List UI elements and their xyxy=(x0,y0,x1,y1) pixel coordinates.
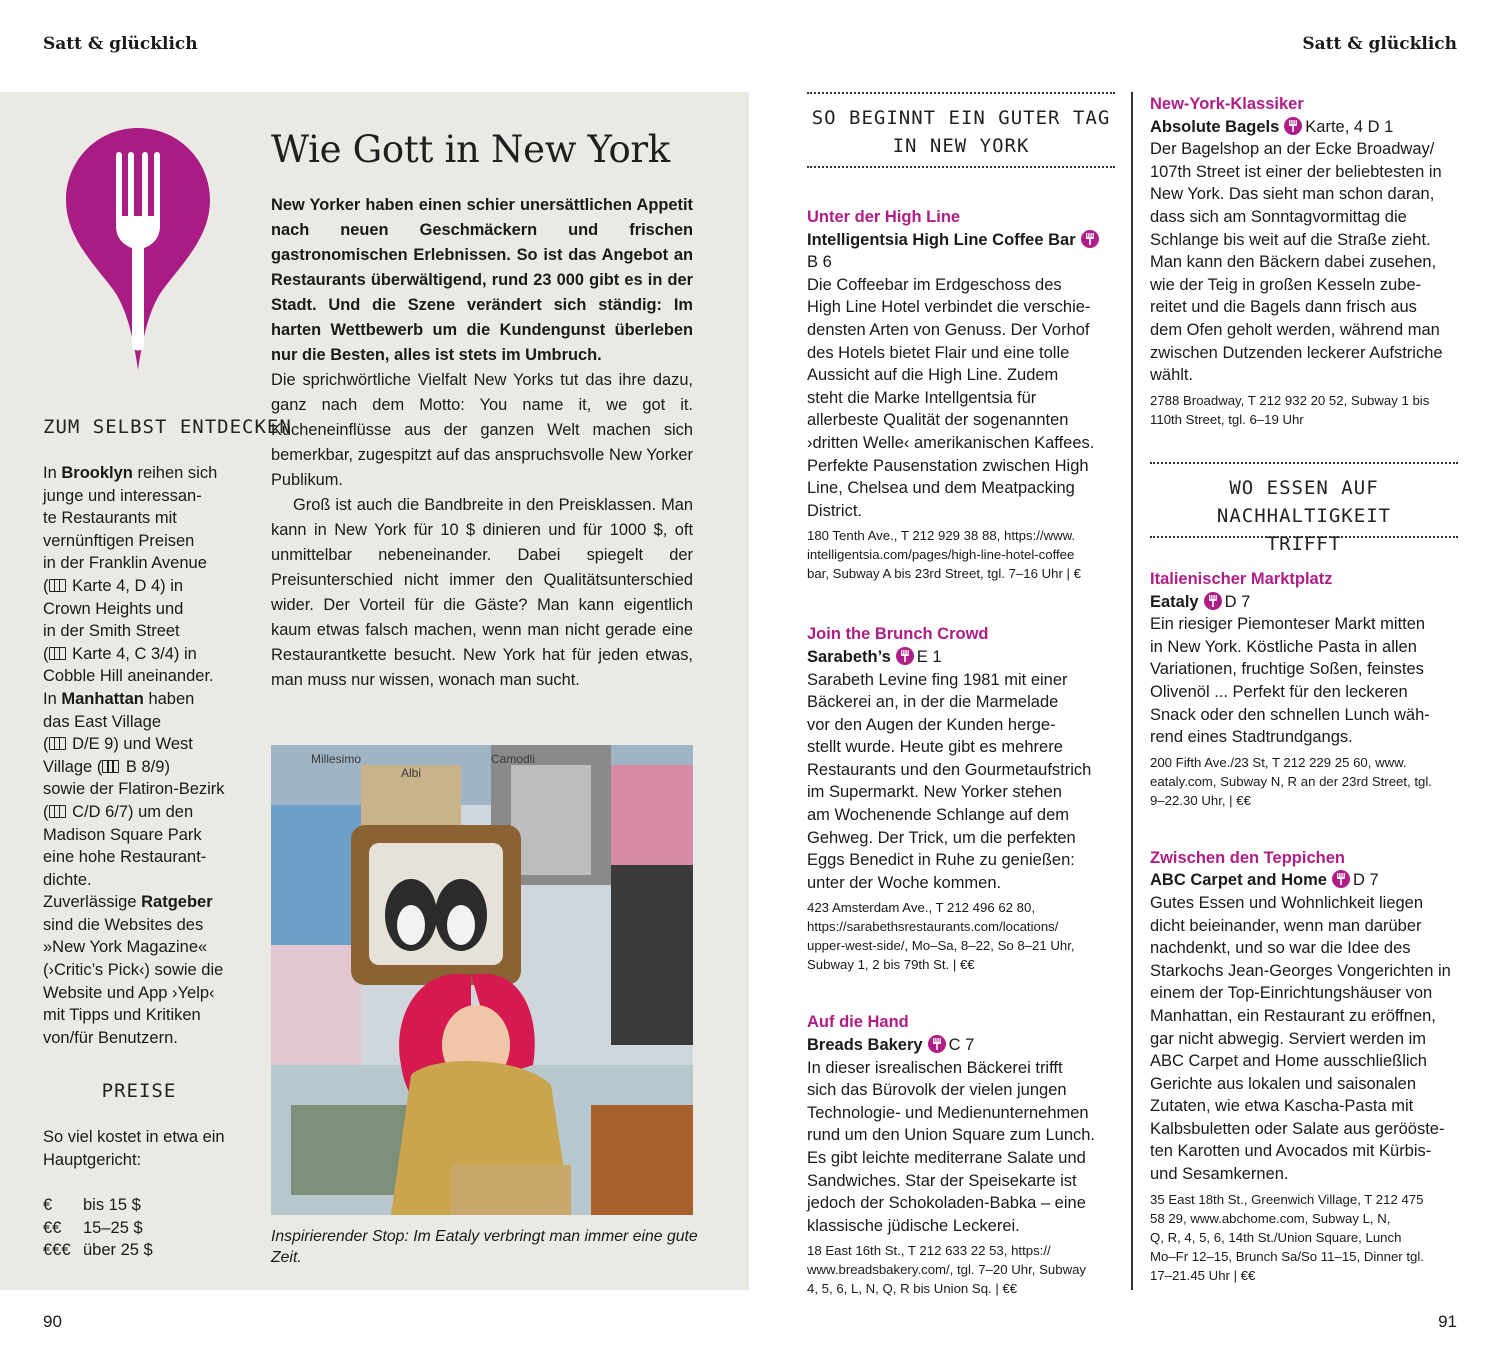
fork-pin-icon xyxy=(66,128,210,375)
entry-text-line: Manhattan, ein Restaurant zu eröffnen, xyxy=(1150,1006,1436,1025)
entry-info-line: Subway 1, 2 bis 79th St. | €€ xyxy=(807,957,975,973)
restaurant-fork-icon xyxy=(1204,592,1222,610)
price-range: über 25 $ xyxy=(83,1241,153,1260)
discover-text-run: C/D 6/7) um den xyxy=(67,802,194,821)
discover-text-run: »New York Magazine« xyxy=(43,938,208,957)
restaurant-name: Absolute Bagels xyxy=(1150,117,1280,136)
divider xyxy=(1150,462,1458,464)
entry-text-line: dicht beieinander, wenn man darüber xyxy=(1150,916,1422,935)
discover-line xyxy=(43,575,243,598)
discover-text-run: Ratgeber xyxy=(141,893,213,912)
discover-text-run: ( xyxy=(43,802,49,821)
prices-intro-line: Hauptgericht: xyxy=(43,1150,142,1169)
entry-text-line: stellt wurde. Heute gibt es mehrere xyxy=(807,738,1063,757)
price-row xyxy=(43,1194,243,1217)
box-heading-line: WO ESSEN AUF NACHHALTIGKEIT xyxy=(1216,477,1392,527)
entry-info-line: 18 East 16th St., T 212 633 22 53, https:// xyxy=(807,1243,1051,1259)
entry-info-line: intelligentsia.com/pages/high-line-hotel-coffee xyxy=(807,547,1075,563)
discover-text-run: Website und App ›Yelp‹ xyxy=(43,983,215,1002)
discover-line xyxy=(43,552,243,575)
discover-line xyxy=(43,665,243,688)
discover-line xyxy=(43,756,243,779)
page-number-left: 90 xyxy=(43,1312,62,1331)
entry-heading: Zwischen den Teppichen xyxy=(1150,848,1345,867)
discover-line xyxy=(43,462,243,485)
entry-text-line: Variationen, fruchtige Soßen, feinstes xyxy=(1150,660,1424,679)
entry-info-line: 35 East 18th St., Greenwich Village, T 212 475 xyxy=(1150,1191,1424,1207)
discover-text-run: Karte 4, D 4) in xyxy=(67,576,184,595)
entry-info xyxy=(807,1241,1127,1298)
article-body xyxy=(271,368,693,693)
price-table xyxy=(43,1194,243,1262)
discover-text-run: B 8/9) xyxy=(121,757,170,776)
discover-line xyxy=(43,914,243,937)
map-icon xyxy=(49,647,66,660)
entry-info-line: 110th Street, tgl. 6–19 Uhr xyxy=(1150,411,1304,427)
map-reference: Karte, 4 D 1 xyxy=(1305,117,1394,136)
entry-text-line: Olivenöl ... Perfekt für den leckeren xyxy=(1150,682,1408,701)
entry-heading: Auf die Hand xyxy=(807,1013,909,1032)
entry-info xyxy=(1150,753,1470,810)
divider xyxy=(807,92,1115,94)
discover-text-run: sind die Websites des xyxy=(43,915,204,934)
entry-info-line: 17–21.45 Uhr | €€ xyxy=(1150,1267,1256,1283)
entry-info-line: eataly.com, Subway N, R an der 23rd Street, tgl. xyxy=(1150,773,1432,789)
entry-text-line: steht die Marke Intellgentsia für xyxy=(807,388,1037,407)
discover-heading: ZUM SELBST ENTDECKEN xyxy=(43,416,292,438)
restaurant-entry xyxy=(1150,847,1470,1285)
entry-text-line: Kalbsbuletten oder Salate aus gerööste- xyxy=(1150,1119,1445,1138)
divider xyxy=(807,166,1115,168)
entry-text-line: Aussicht auf die High Line. Zudem xyxy=(807,366,1059,385)
discover-text-run: mit Tipps und Kritiken xyxy=(43,1006,201,1025)
box-heading xyxy=(807,104,1115,160)
entry-info-line: 9–22.30 Uhr, | €€ xyxy=(1150,792,1251,808)
discover-line xyxy=(43,485,243,508)
entry-text-line: ten Karotten und Avocados mit Kürbis- xyxy=(1150,1142,1432,1161)
discover-text xyxy=(43,462,243,1049)
discover-line xyxy=(43,801,243,824)
entry-info-line: bar, Subway A bis 23rd Street, tgl. 7–16 Uhr | € xyxy=(807,566,1081,582)
entry-text-line: rund um den Union Square zum Lunch. xyxy=(807,1126,1096,1145)
entry-text-line: wie der Teig in großen Kesseln zube- xyxy=(1150,275,1422,294)
photo-sign-text: Albi xyxy=(401,766,422,780)
entry-text-line: Sarabeth Levine fing 1981 mit einer xyxy=(807,670,1068,689)
discover-line xyxy=(43,824,243,847)
entry-text-line: densten Arten von Genuss. Der Vorhof xyxy=(807,320,1090,339)
entry-info xyxy=(1150,1190,1470,1285)
discover-text-run: ( xyxy=(43,735,49,754)
restaurant-fork-icon xyxy=(1284,117,1302,135)
entry-info-line: 200 Fifth Ave./23 St, T 212 229 25 60, www. xyxy=(1150,754,1407,770)
divider xyxy=(1150,536,1458,538)
price-row xyxy=(43,1217,243,1240)
discover-text-run: Brooklyn xyxy=(61,464,133,482)
discover-text-run: in der Smith Street xyxy=(43,622,180,641)
entry-column-2 xyxy=(1150,568,1470,1322)
discover-text-run: junge und interessan- xyxy=(43,486,202,505)
restaurant-entry xyxy=(1150,568,1470,810)
entry-name-line xyxy=(1150,116,1470,139)
discover-text-run: Manhattan xyxy=(61,689,144,708)
box-heading-line: SO BEGINNT EIN GUTER TAG xyxy=(811,107,1111,129)
map-reference: D 7 xyxy=(1224,592,1251,611)
map-icon xyxy=(49,579,66,592)
entry-text-line: Technologie- und Medienunternehmen xyxy=(807,1103,1089,1122)
entry-text-line: Schlange bis weit auf die Straße zieht. xyxy=(1150,230,1431,249)
entry-text-line: Gehweg. Der Trick, um die perfekten xyxy=(807,828,1076,847)
entry-text-line: Eggs Benedict in Ruhe zu genießen: xyxy=(807,851,1075,870)
entry-text-line: Starkochs Jean-Georges Vongerichten in xyxy=(1150,961,1451,980)
column-rule xyxy=(1131,92,1133,1290)
discover-line xyxy=(43,507,243,530)
restaurant-entry xyxy=(807,623,1127,974)
discover-line xyxy=(43,1004,243,1027)
entry-text-line: des Hotels bietet Flair und eine tolle xyxy=(807,343,1070,362)
prices-intro-line: So viel kostet in etwa ein xyxy=(43,1128,225,1146)
discover-line xyxy=(43,643,243,666)
discover-line xyxy=(43,869,243,892)
entry-info-line: upper-west-side/, Mo–Sa, 8–22, So 8–21 Uhr, xyxy=(807,938,1075,954)
entry-text-line: Restaurants und den Gourmetaufstrich xyxy=(807,760,1092,779)
photo-sign-text: Millesimo xyxy=(311,752,362,766)
entry-text-line: Gerichte aus lokalen und saisonalen xyxy=(1150,1074,1417,1093)
prices-intro xyxy=(43,1126,243,1171)
map-reference: B 6 xyxy=(807,253,832,272)
entry-column-1 xyxy=(807,206,1127,1335)
price-row xyxy=(43,1239,243,1262)
discover-text-run: (›Critic’s Pick‹) sowie die xyxy=(43,961,224,980)
entry-text-line: ›dritten Welle‹ amerikanischen Kaffees. xyxy=(807,433,1095,452)
restaurant-fork-icon xyxy=(928,1035,946,1053)
entry-name-line xyxy=(1150,869,1470,892)
discover-text-run: Cobble Hill aneinander. xyxy=(43,667,214,686)
discover-text-run: von/für Benutzern. xyxy=(43,1028,178,1047)
entry-info-line: https://sarabethsrestaurants.com/locations/ xyxy=(807,919,1059,935)
box-heading-line: TRIFFT xyxy=(1266,533,1342,555)
discover-text-run: D/E 9) und West xyxy=(67,735,193,754)
discover-line xyxy=(43,620,243,643)
entry-text-line: Sandwiches. Star der Speisekarte ist xyxy=(807,1171,1077,1190)
entry-text-line: rend eines Stadtrundgangs. xyxy=(1150,728,1353,747)
box-heading xyxy=(1150,474,1458,558)
entry-text-line: In dieser isrealischen Bäckerei trifft xyxy=(807,1058,1063,1077)
discover-line xyxy=(43,598,243,621)
entry-text-line: allerbeste Qualität der sogenannten xyxy=(807,411,1069,430)
entry-text-line: einem der Top-Einrichtungshäuser von xyxy=(1150,984,1433,1003)
entry-top xyxy=(1150,93,1470,429)
map-reference: C 7 xyxy=(948,1036,975,1055)
discover-line xyxy=(43,846,243,869)
entry-text-line: im Supermarkt. New Yorker stehen xyxy=(807,783,1062,802)
running-head-right: Satt & glücklich xyxy=(1302,34,1457,54)
entry-text-line: 107th Street ist einer der beliebtesten in xyxy=(1150,162,1442,181)
discover-text-run: vernünftigen Preisen xyxy=(43,531,195,550)
entry-text-line: Gutes Essen und Wohnlichkeit liegen xyxy=(1150,893,1424,912)
entry-text-line: Perfekte Pausenstation zwischen High xyxy=(807,456,1089,475)
page-number-right: 91 xyxy=(1438,1312,1457,1331)
entry-info-line: Mo–Fr 12–15, Brunch Sa/So 11–15, Dinner tgl. xyxy=(1150,1248,1424,1264)
entry-text-line: vor den Augen der Kunden herge- xyxy=(807,715,1056,734)
discover-text-run: in der Franklin Avenue xyxy=(43,554,207,573)
discover-line xyxy=(43,733,243,756)
discover-text-run: haben xyxy=(143,689,195,708)
discover-text-run: ( xyxy=(43,644,49,663)
entry-info xyxy=(807,898,1127,974)
entry-text-line: unter der Woche kommen. xyxy=(807,873,1002,892)
discover-text-run: reihen sich xyxy=(132,464,218,482)
entry-text-line: Man kann den Bäckern dabei zusehen, xyxy=(1150,253,1437,272)
price-range: bis 15 $ xyxy=(83,1196,141,1214)
article-title: Wie Gott in New York xyxy=(271,128,670,171)
discover-line xyxy=(43,891,243,914)
running-head-left: Satt & glücklich xyxy=(43,34,198,54)
entry-text-line: klassische jüdische Leckerei. xyxy=(807,1216,1020,1235)
discover-text-run: Zuverlässige xyxy=(43,893,142,912)
entry-name-line xyxy=(807,646,1127,669)
discover-text-run: das East Village xyxy=(43,712,162,731)
entry-info-line: 423 Amsterdam Ave., T 212 496 62 80, xyxy=(807,900,1036,916)
entry-text-line: Es gibt leichte mediterrane Salate und xyxy=(807,1149,1086,1167)
entry-text-line: New York. Das sieht man schon daran, xyxy=(1150,185,1435,204)
price-range: 15–25 $ xyxy=(83,1218,143,1237)
restaurant-name: Sarabeth’s xyxy=(807,647,891,666)
prices-heading: PREISE xyxy=(101,1080,177,1102)
discover-line xyxy=(43,688,243,711)
restaurant-entry xyxy=(807,1011,1127,1298)
discover-line xyxy=(43,936,243,959)
entry-text-line: Bäckerei an, in der die Marmelade xyxy=(807,693,1059,712)
entry-text-line: ABC Carpet and Home ausschließlich xyxy=(1150,1052,1427,1071)
entry-text-line: Snack oder den schnellen Lunch wäh- xyxy=(1150,705,1430,724)
map-reference: E 1 xyxy=(916,647,942,666)
entry-text-line: wählt. xyxy=(1150,366,1194,385)
discover-text-run: sowie der Flatiron-Bezirk xyxy=(43,780,225,799)
discover-line xyxy=(43,530,243,553)
entry-info-line: 180 Tenth Ave., T 212 929 38 88, https://www. xyxy=(807,528,1076,544)
discover-text-run: Crown Heights und xyxy=(43,599,184,618)
box-heading-line: IN NEW YORK xyxy=(892,135,1030,157)
entry-text-line: Die Coffeebar im Erdgeschoss des xyxy=(807,275,1062,294)
entry-text-line: in New York. Köstliche Pasta in allen xyxy=(1150,637,1417,656)
discover-text-run: ( xyxy=(43,576,49,595)
entry-info-line: www.breadsbakery.com/, tgl. 7–20 Uhr, Subway xyxy=(807,1262,1087,1278)
entry-heading: Join the Brunch Crowd xyxy=(807,625,989,644)
restaurant-name: ABC Carpet and Home xyxy=(1150,871,1327,890)
article-paragraph: Groß ist auch die Bandbreite in den Preisklassen. Man kann in New York für 10 $ dinieren und für 1000 $, oft unmittelbar nebeneinander. Dabei spiegelt der Preisunterschied nicht immer den Qualitätsunterschied wider. Der Vorteil für die Gäste? Man kann eigentlich kaum etwas falsch machen, wenn man nicht gerade eine Restaurantkette besucht. New York hat für jeden etwas, man muss nur wissen, wonach man sucht. xyxy=(271,496,693,689)
entry-text-line: und Sesamkernen. xyxy=(1150,1165,1289,1184)
restaurant-name: Intelligentsia High Line Coffee Bar xyxy=(807,230,1076,249)
entry-text-line: jedoch der Schokoladen-Babka – eine xyxy=(807,1194,1086,1213)
restaurant-fork-icon xyxy=(896,647,914,665)
entry-info-line: 58 29, www.abchome.com, Subway L, N, xyxy=(1150,1210,1391,1226)
entry-text-line: zwischen Dutzenden leckerer Aufstriche xyxy=(1150,343,1443,362)
entry-heading: New-York-Klassiker xyxy=(1150,95,1304,113)
price-symbol: €€ xyxy=(43,1218,62,1237)
discover-line xyxy=(43,982,243,1005)
article-photo xyxy=(271,745,693,1215)
entry-text-line: reitet und die Bagels dann frisch aus xyxy=(1150,298,1417,317)
photo-caption: Inspirierender Stop: Im Eataly verbringt man immer eine gute Zeit. xyxy=(271,1228,698,1266)
entry-text-line: gar nicht abwegig. Serviert werden im xyxy=(1150,1029,1427,1048)
entry-name-line xyxy=(807,229,1107,274)
discover-text-run: dichte. xyxy=(43,870,92,889)
entry-text-line: High Line Hotel verbindet die verschie- xyxy=(807,298,1091,317)
entry-heading: Unter der High Line xyxy=(807,208,961,226)
entry-text-line: dem Ofen geholt werden, während man xyxy=(1150,320,1440,339)
map-icon xyxy=(49,737,66,750)
discover-line xyxy=(43,711,243,734)
discover-text-run: Karte 4, C 3/4) in xyxy=(67,644,197,663)
discover-text-run: Madison Square Park xyxy=(43,825,202,844)
discover-line xyxy=(43,778,243,801)
entry-info-line: Q, R, 4, 5, 6, 14th St./Union Square, Lunch xyxy=(1150,1229,1402,1245)
restaurant-entry xyxy=(807,206,1127,583)
restaurant-fork-icon xyxy=(1332,870,1350,888)
photo-sign-text: Camodli xyxy=(491,752,536,766)
discover-text-run: In xyxy=(43,689,62,708)
entry-text-line: am Wochenende Schlange auf dem xyxy=(807,806,1070,825)
entry-info xyxy=(1150,391,1470,429)
article-paragraph: Die sprichwörtliche Vielfalt New Yorks tut das ihre dazu, ganz nach dem Motto: You name it, we got it. Kücheneinflüsse aus der ganzen Welt machen sich bemerkbar, zugespitzt auf das anspruchsvolle New Yorker Publikum. xyxy=(271,371,693,489)
restaurant-name: Breads Bakery xyxy=(807,1036,923,1055)
restaurant-entry xyxy=(1150,93,1470,429)
map-icon xyxy=(49,805,66,818)
discover-text-run: In xyxy=(43,464,62,482)
restaurant-name: Eataly xyxy=(1150,592,1199,611)
entry-text-line: Ein riesiger Piemonteser Markt mitten xyxy=(1150,615,1426,634)
article-lead: New Yorker haben einen schier unersättlichen Appetit nach neuen Geschmäckern und frischen gastronomischen Erlebnissen. So ist das Angebot an Restaurants überwältigend, rund 23 000 gibt es in der Stadt. Und die Szene verändert sich ständig: Im harten Wettbewerb um die Kundengunst überleben nur die Besten, alles ist stets im Umbruch. xyxy=(271,196,693,364)
entry-name-line xyxy=(807,1034,1127,1057)
restaurant-fork-icon xyxy=(1081,230,1099,248)
entry-info-line: 2788 Broadway, T 212 932 20 52, Subway 1 bis xyxy=(1150,392,1430,408)
entry-text-line: sich das Bürovolk der vielen jungen xyxy=(807,1081,1067,1100)
entry-info xyxy=(807,526,1127,583)
discover-text-run: eine hohe Restaurant- xyxy=(43,848,207,867)
discover-text-run: te Restaurants mit xyxy=(43,509,177,528)
entry-text-line: nachdenkt, und so war die Idee des xyxy=(1150,939,1411,958)
entry-info-line: 4, 5, 6, L, N, Q, R bis Union Sq. | €€ xyxy=(807,1281,1018,1297)
price-symbol: €€€ xyxy=(43,1241,71,1260)
entry-text-line: Der Bagelshop an der Ecke Broadway/ xyxy=(1150,140,1435,159)
entry-heading: Italienischer Marktplatz xyxy=(1150,570,1333,588)
discover-line xyxy=(43,959,243,982)
entry-text-line: Line, Chelsea und dem Meatpacking xyxy=(807,479,1075,498)
entry-text-line: District. xyxy=(807,501,862,520)
entry-name-line xyxy=(1150,591,1470,614)
entry-text-line: Zutaten, wie etwa Kascha-Pasta mit xyxy=(1150,1097,1414,1116)
discover-line xyxy=(43,1027,243,1050)
map-reference: D 7 xyxy=(1352,871,1379,890)
discover-text-run: Village ( xyxy=(43,757,103,776)
price-symbol: € xyxy=(43,1196,53,1214)
entry-text-line: dass sich am Sonntagvormittag die xyxy=(1150,207,1407,226)
map-icon xyxy=(102,760,119,773)
